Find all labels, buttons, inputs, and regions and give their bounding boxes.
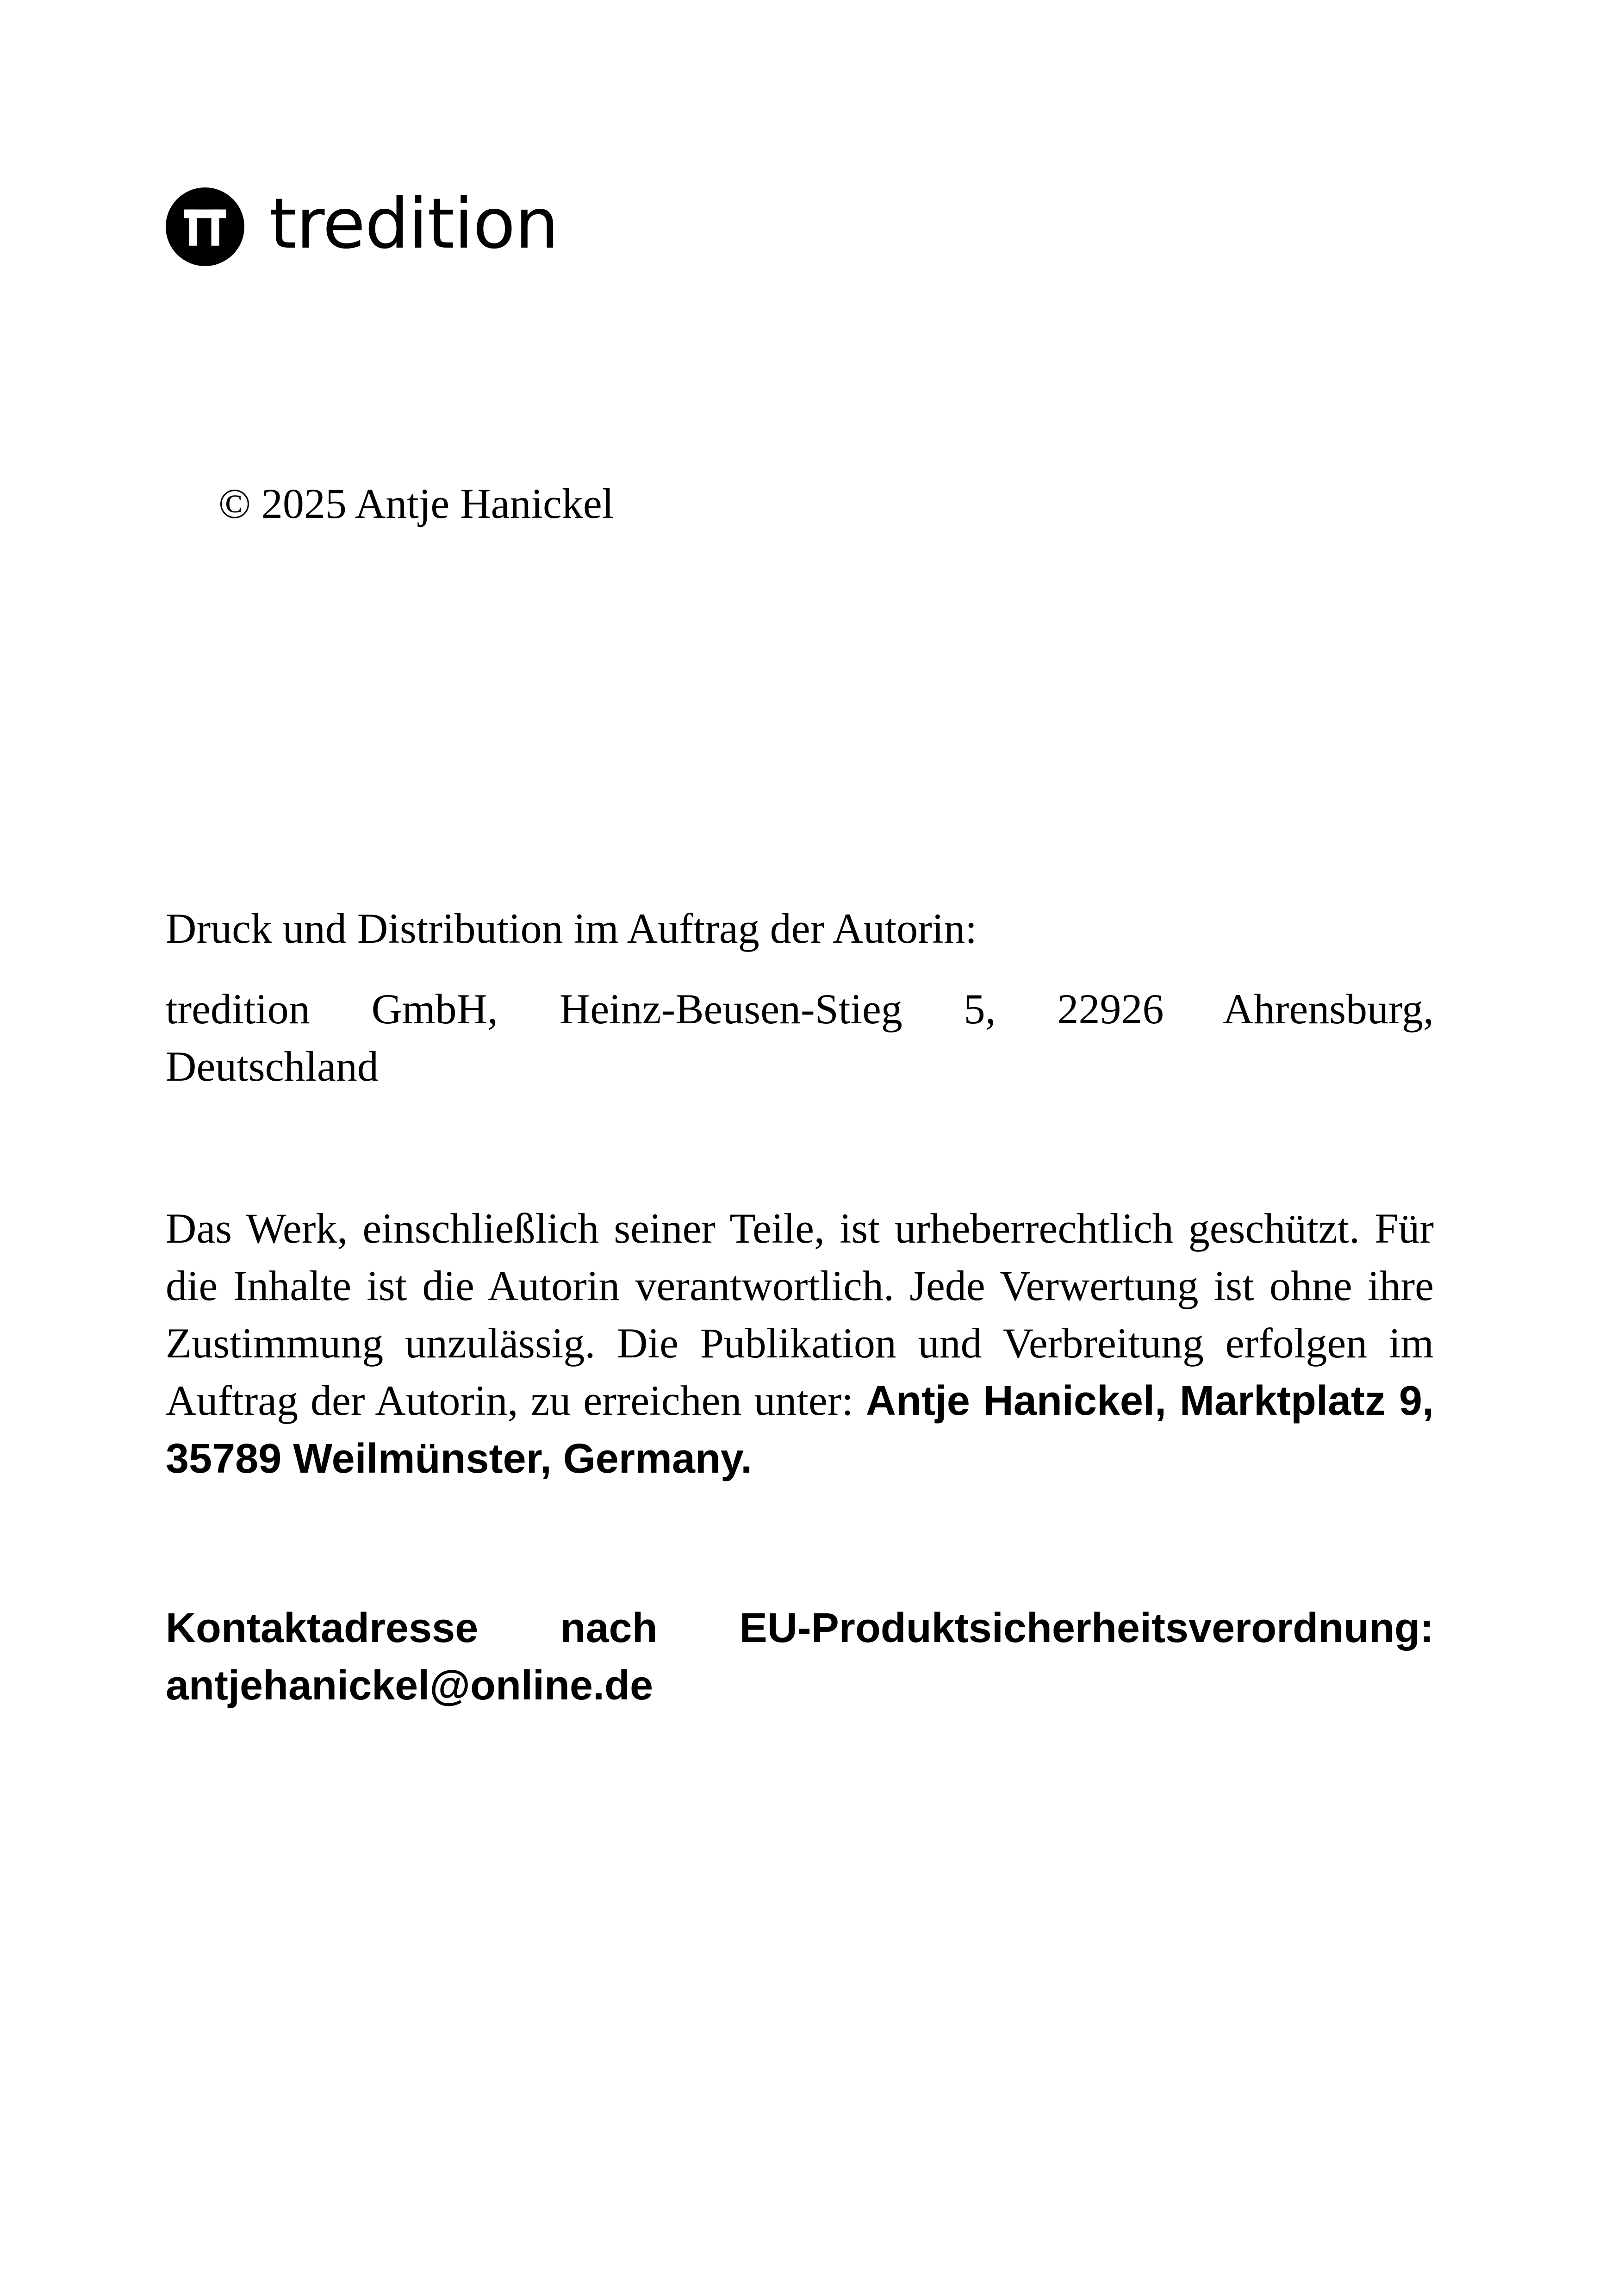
copyright-notice: © 2025 Antje Hanickel [218,480,614,527]
publisher-address-line-1: tredition GmbH, Heinz-Beusen-Stieg 5, 22926 Ahrensburg, [166,985,1434,1033]
contact-email: antjehanickel@online.de [166,1662,653,1709]
tredition-logo-icon [166,187,244,266]
publisher-logo [166,184,559,266]
rights-text: Das Werk, einschließlich seiner Teile, ist urheberrechtlich geschützt. Für die Inhalte ist die Autorin verantwortlich. Jede Verwertung ist ohne ihre Zustimmung unzulässig. Die Publikation und Verbreitung erfolgen im Auftrag der Autorin, zu erreichen unter: [166,1205,1434,1424]
publisher-address [166,980,1434,1095]
contact-label: Kontaktadresse nach EU-Produktsicherheitsverordnung: [166,1605,1434,1651]
publisher-address-line-2: Deutschland [166,1043,379,1090]
contact-block [166,1599,1434,1714]
print-distribution-intro: Druck und Distribution im Auftrag der Autorin: [166,905,977,952]
author-address: Antje Hanickel, Marktplatz 9, 35789 Weilmünster, Germany. [166,1378,1434,1482]
rights-paragraph [166,1200,1434,1487]
logo-wordmark: tredition [269,184,559,264]
